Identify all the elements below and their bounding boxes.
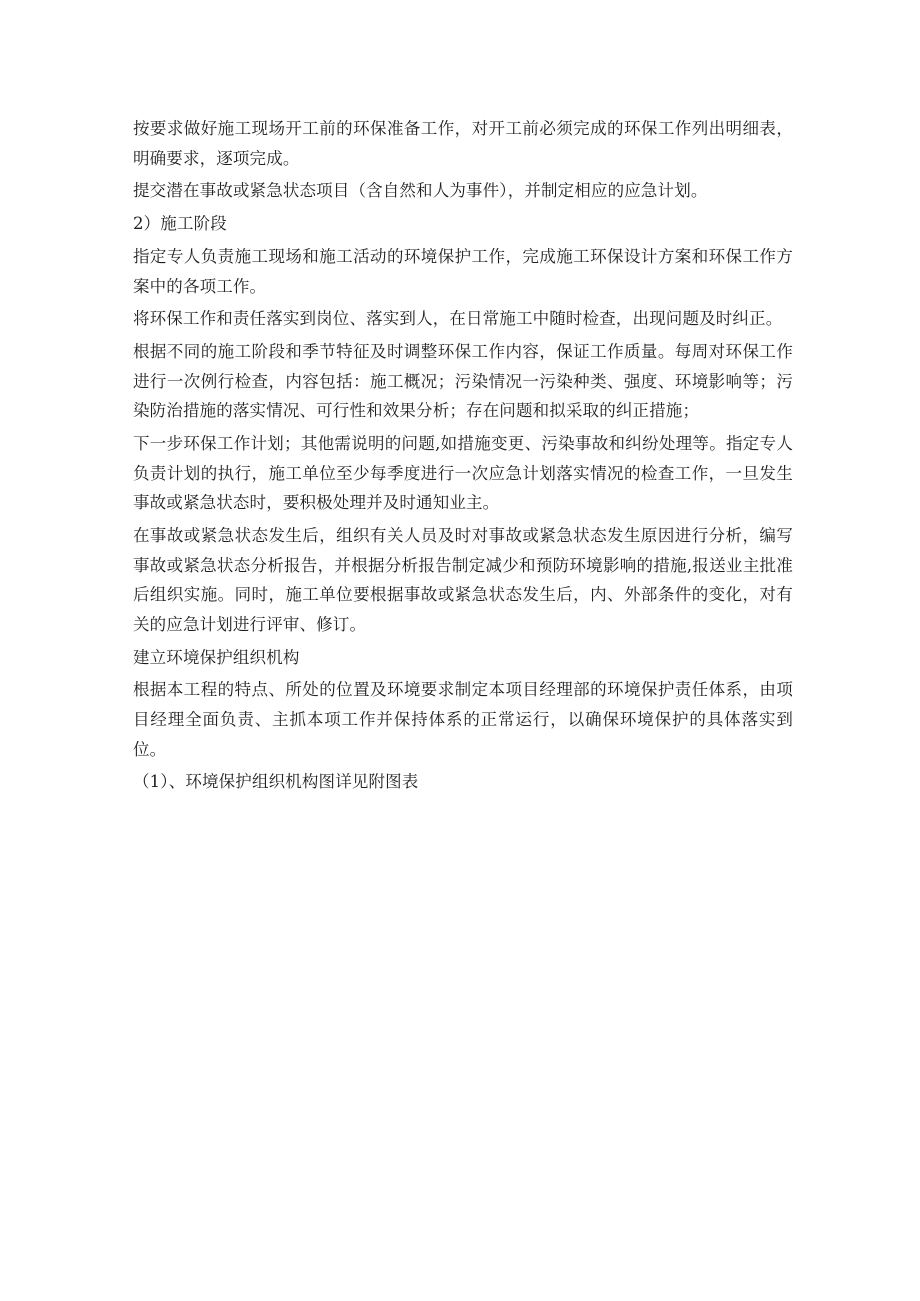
paragraph-assign-personnel: 指定专人负责施工现场和施工活动的环境保护工作，完成施工环保设计方案和环保工作方案中的各项工作。 <box>133 246 793 296</box>
paragraph-org-chart-reference: （1）、环境保护组织机构图详见附图表 <box>133 772 419 792</box>
section-heading-construction-stage: 2）施工阶段 <box>133 214 227 234</box>
paragraph-emergency-plan: 提交潜在事故或紧急状态项目（含自然和人为事件），并制定相应的应急计划。 <box>133 181 708 201</box>
document-body <box>133 114 793 800</box>
paragraph-prep-work: 按要求做好施工现场开工前的环保准备工作，对开工前必须完成的环保工作列出明细表，明确要求，逐项完成。 <box>133 119 793 168</box>
paragraph-responsibility: 将环保工作和责任落实到岗位、落实到人，在日常施工中随时检查，出现问题及时纠正。 <box>133 309 783 329</box>
paragraph-next-plan: 下一步环保工作计划；其他需说明的问题,如措施变更、污染事故和纠纷处理等。指定专人负责计划的执行，施工单位至少每季度进行一次应急计划落实情况的检查工作，一旦发生事故或紧急状态时，要积极处理并及时通知业主。 <box>133 434 793 513</box>
paragraph-incident-analysis: 在事故或紧急状态发生后，组织有关人员及时对事故或紧急状态发生原因进行分析，编写事故或紧急状态分析报告，并根据分析报告制定减少和预防环境影响的措施,报送业主批准后组织实施。同时，施工单位要根据事故或紧急状态发生后，内、外部条件的变化，对有关的应急计划进行评审、修订。 <box>133 526 793 634</box>
paragraph-weekly-inspection: 根据不同的施工阶段和季节特征及时调整环保工作内容，保证工作质量。每周对环保工作进行一次例行检查，内容包括：施工概况；污染情况一污染种类、强度、环境影响等；污染防治措施的落实情况、可行性和效果分析；存在问题和拟采取的纠正措施； <box>133 342 793 421</box>
paragraph-responsibility-system: 根据本工程的特点、所处的位置及环境要求制定本项目经理部的环境保护责任体系，由项目经理全面负责、主抓本项工作并保持体系的正常运行，以确保环境保护的具体落实到位。 <box>133 680 793 759</box>
section-heading-organization: 建立环境保护组织机构 <box>133 647 300 667</box>
